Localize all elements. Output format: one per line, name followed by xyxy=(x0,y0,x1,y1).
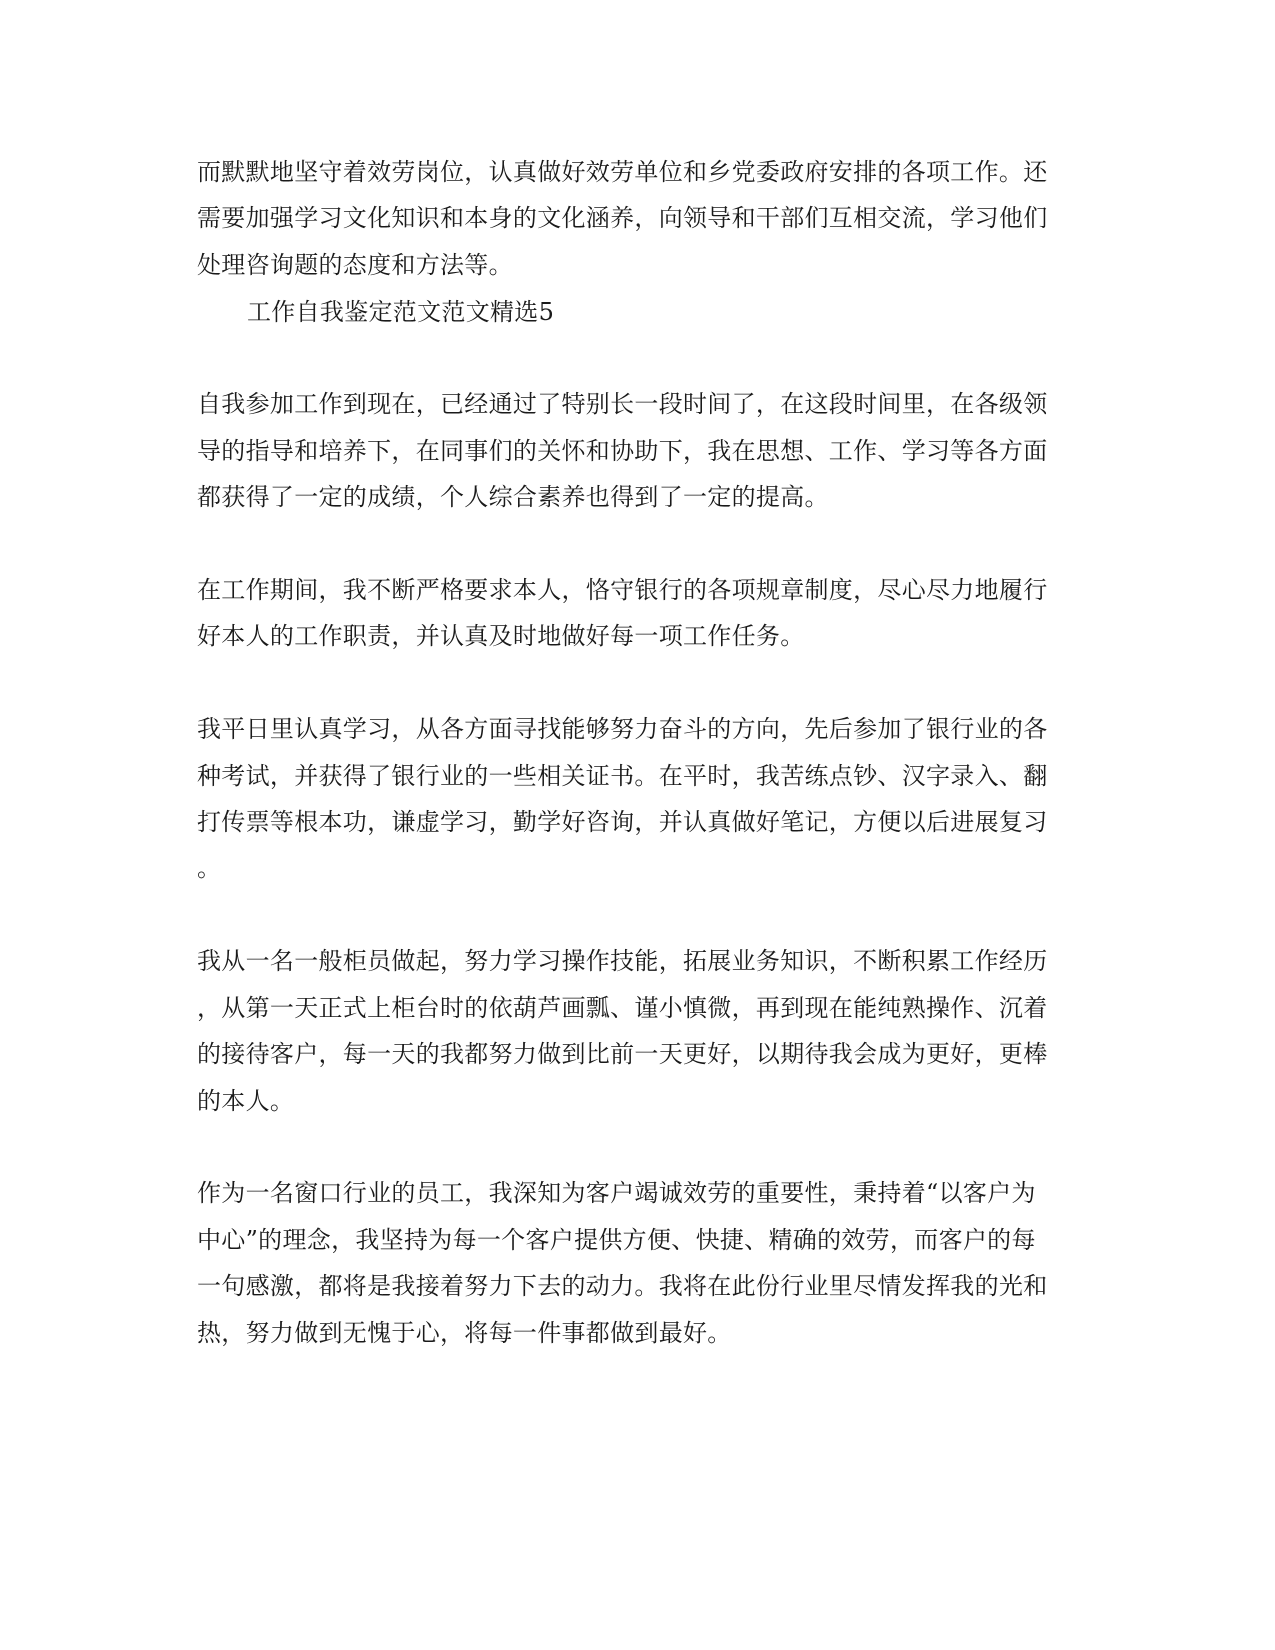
text-line: 都获得了一定的成绩，个人综合素养也得到了一定的提高。 xyxy=(197,483,829,511)
text-line: 我平日里认真学习，从各方面寻找能够努力奋斗的方向，先后参加了银行业的各 xyxy=(197,715,1048,743)
text-line: 一句感激，都将是我接着努力下去的动力。我将在此份行业里尽情发挥我的光和 xyxy=(197,1272,1048,1300)
text-line: 我从一名一般柜员做起，努力学习操作技能，拓展业务知识，不断积累工作经历 xyxy=(197,947,1048,975)
text-line: 自我参加工作到现在，已经通过了特别长一段时间了，在这段时间里，在各级领 xyxy=(197,390,1048,418)
text-line: 中心”的理念，我坚持为每一个客户提供方便、快捷、精确的效劳，而客户的每 xyxy=(197,1226,1036,1254)
text-line: ，从第一天正式上柜台时的依葫芦画瓢、谨小慎微，再到现在能纯熟操作、沉着 xyxy=(197,994,1048,1022)
text-line: 好本人的工作职责，并认真及时地做好每一项工作任务。 xyxy=(197,622,805,650)
text-line: 需要加强学习文化知识和本身的文化涵养，向领导和干部们互相交流，学习他们 xyxy=(197,204,1048,232)
text-line: 处理咨询题的态度和方法等。 xyxy=(197,251,513,279)
text-line: 打传票等根本功，谦虚学习，勤学好咨询，并认真做好笔记，方便以后进展复习 xyxy=(197,808,1048,836)
text-line: 而默默地坚守着效劳岗位，认真做好效劳单位和乡党委政府安排的各项工作。还 xyxy=(197,158,1048,186)
text-line: 热，努力做到无愧于心，将每一件事都做到最好。 xyxy=(197,1319,732,1347)
text-line: 。 xyxy=(197,854,222,882)
text-line: 作为一名窗口行业的员工，我深知为客户竭诚效劳的重要性，秉持着“以客户为 xyxy=(197,1179,1036,1207)
text-line: 在工作期间，我不断严格要求本人，恪守银行的各项规章制度，尽心尽力地履行 xyxy=(197,576,1048,604)
text-line: 的接待客户，每一天的我都努力做到比前一天更好，以期待我会成为更好，更棒 xyxy=(197,1040,1048,1068)
text-line: 的本人。 xyxy=(197,1087,295,1115)
text-line: 种考试，并获得了银行业的一些相关证书。在平时，我苦练点钞、汉字录入、翻 xyxy=(197,762,1048,790)
text-line: 导的指导和培养下，在同事们的关怀和协助下，我在思想、工作、学习等各方面 xyxy=(197,437,1048,465)
section-heading: 工作自我鉴定范文范文精选5 xyxy=(247,298,555,326)
